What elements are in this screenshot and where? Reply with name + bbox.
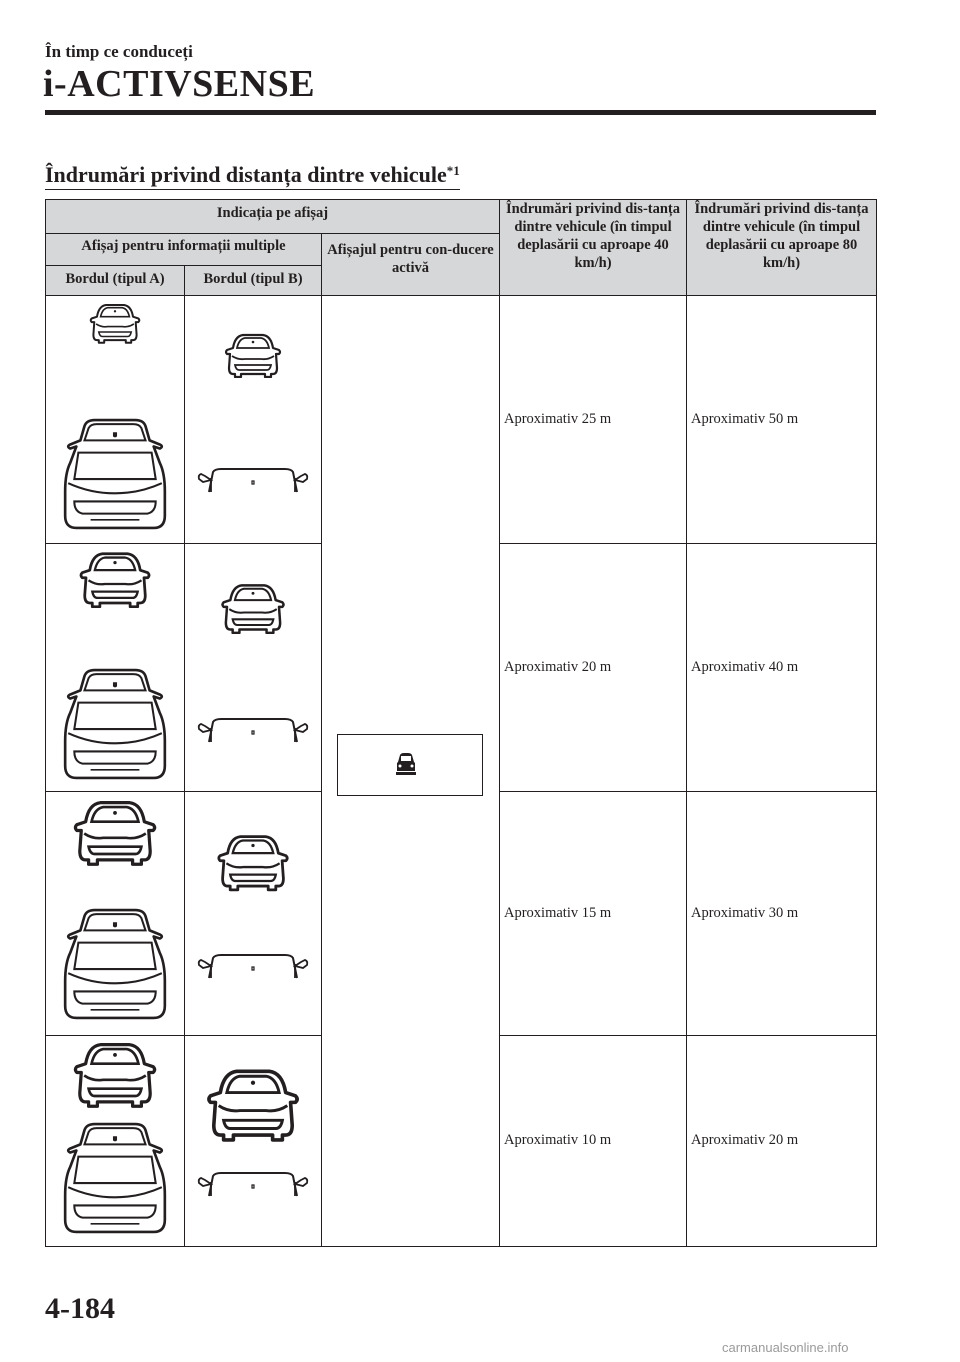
- table-heading: [45, 162, 460, 190]
- dash-b-cell: [185, 296, 322, 544]
- car-front-icon: [395, 752, 417, 776]
- header-display-indication: Indicația pe afișaj: [46, 200, 500, 234]
- header-active-display: Afișajul pentru con-ducere activă: [322, 234, 500, 296]
- car-top-icon: [60, 416, 170, 534]
- hood-icon: [196, 952, 310, 980]
- footnote-mark: *1: [446, 163, 460, 178]
- header-dash-a: Bordul (tipul A): [46, 266, 185, 296]
- car-rear-icon: [223, 332, 283, 378]
- car-rear-icon: [71, 798, 159, 866]
- distance-40-cell: Aproximativ 10 m: [500, 1035, 687, 1246]
- dash-a-cell: [46, 544, 185, 791]
- page-number: 4-184: [45, 1292, 115, 1325]
- header-multi-info: Afișaj pentru informații multiple: [46, 234, 322, 266]
- chapter-title: În timp ce conduceți: [45, 42, 193, 61]
- car-top-icon: [60, 906, 170, 1024]
- hood-icon: [196, 466, 310, 494]
- distance-guide-table: [45, 199, 877, 1247]
- car-rear-icon: [77, 550, 153, 608]
- distance-80-cell: Aproximativ 40 m: [687, 544, 877, 791]
- distance-40-cell: Aproximativ 20 m: [500, 544, 687, 791]
- table-row: [46, 296, 877, 544]
- header-dash-b: Bordul (tipul B): [185, 266, 322, 296]
- hood-icon: [196, 1170, 310, 1198]
- dash-a-cell: [46, 1035, 185, 1246]
- car-rear-icon: [88, 302, 142, 344]
- active-display-cell: [322, 296, 500, 1247]
- dash-b-cell: [185, 791, 322, 1035]
- distance-40-cell: Aproximativ 15 m: [500, 791, 687, 1035]
- distance-80-cell: Aproximativ 20 m: [687, 1035, 877, 1246]
- hood-icon: [196, 716, 310, 744]
- car-top-icon: [60, 1120, 170, 1238]
- car-rear-icon: [204, 1066, 302, 1142]
- car-top-icon: [60, 666, 170, 784]
- dash-a-cell: [46, 791, 185, 1035]
- distance-80-cell: Aproximativ 30 m: [687, 791, 877, 1035]
- dash-a-cell: [46, 296, 185, 544]
- distance-40-cell: Aproximativ 25 m: [500, 296, 687, 544]
- dash-b-cell: [185, 1035, 322, 1246]
- car-rear-icon: [71, 1040, 159, 1108]
- header-guide-40: Îndrumări privind dis-tanța dintre vehicule (în timpul deplasării cu aproape 40 km/h): [500, 200, 687, 296]
- header-guide-80: Îndrumări privind dis-tanța dintre vehicule (în timpul deplasării cu aproape 80 km/h): [687, 200, 877, 296]
- table-heading-text: Îndrumări privind distanța dintre vehicule: [45, 162, 447, 187]
- header-rule: [45, 110, 876, 115]
- active-display-screen: [337, 734, 483, 796]
- distance-80-cell: Aproximativ 50 m: [687, 296, 877, 544]
- dash-b-cell: [185, 544, 322, 791]
- section-title: i-ACTIVSENSE: [43, 63, 316, 105]
- car-rear-icon: [215, 832, 291, 892]
- car-rear-icon: [219, 582, 287, 634]
- watermark: carmanualsonline.info: [722, 1340, 849, 1355]
